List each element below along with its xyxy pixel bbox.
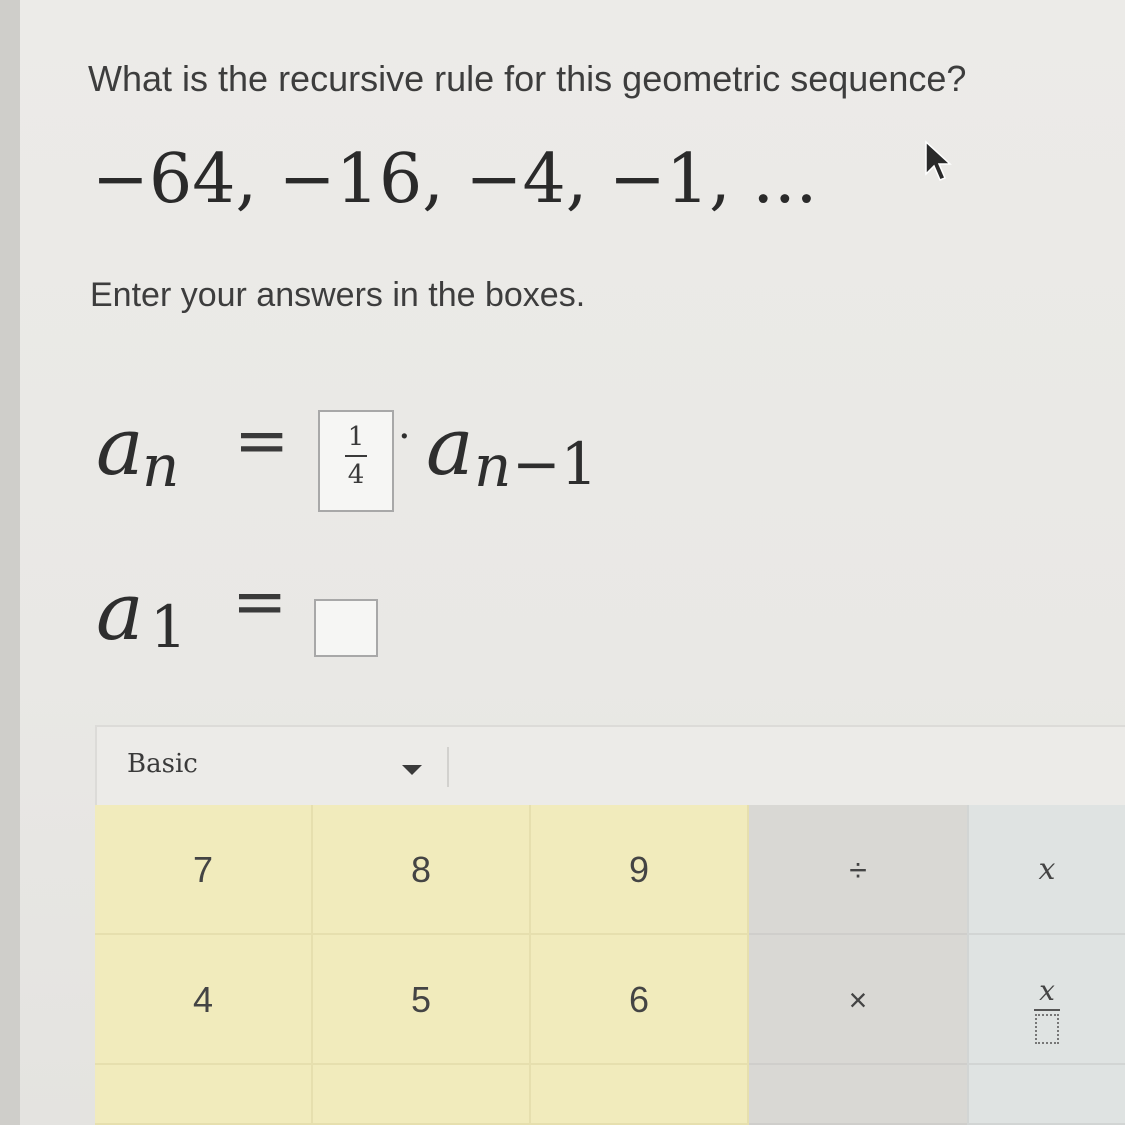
fraction-numerator-x: x (1039, 974, 1055, 1007)
key-6[interactable] (531, 935, 749, 1065)
lhs-variable: a (96, 565, 144, 658)
key-label: 8 (410, 849, 432, 890)
math-keypad (95, 725, 1125, 1125)
first-term-input[interactable] (314, 599, 378, 657)
key-label: 5 (410, 979, 432, 1020)
equals-sign: = (234, 402, 290, 479)
rhs-variable: a (426, 400, 474, 493)
key-row3-col4[interactable] (749, 1065, 967, 1125)
multiply-icon: × (848, 982, 868, 1018)
key-4[interactable] (95, 935, 313, 1065)
fraction-bar (345, 455, 367, 457)
key-variable-x[interactable] (967, 805, 1125, 935)
key-label: x (1038, 852, 1056, 887)
divide-icon: ÷ (849, 852, 867, 888)
ratio-denominator: 4 (347, 460, 365, 490)
lhs-subscript: n (142, 432, 180, 500)
chevron-down-icon[interactable] (402, 765, 422, 775)
rhs-subscript-minus-one: −1 (512, 430, 598, 498)
key-label: 4 (192, 979, 214, 1020)
sequence-expression: −64, −16, −4, −1, ... (92, 140, 818, 219)
ratio-fraction (320, 422, 392, 490)
key-row3-col2[interactable] (313, 1065, 531, 1125)
key-divide[interactable] (749, 805, 967, 935)
lhs-variable: a (96, 400, 144, 493)
equals-sign: = (232, 563, 288, 640)
key-row3-col3[interactable] (531, 1065, 749, 1125)
screen-edge (0, 0, 20, 1125)
key-label: 9 (628, 849, 650, 890)
fraction-placeholder-box (1035, 1014, 1059, 1044)
key-row3-col5[interactable] (967, 1065, 1125, 1125)
key-9[interactable] (531, 805, 749, 935)
key-5[interactable] (313, 935, 531, 1065)
key-label: 6 (628, 979, 650, 1020)
rhs-subscript-n: n (474, 432, 512, 500)
instructions-text: Enter your answers in the boxes. (90, 276, 586, 314)
ratio-numerator: 1 (347, 422, 365, 452)
key-multiply[interactable] (749, 935, 967, 1065)
lhs-subscript: 1 (150, 593, 187, 661)
fraction-icon (1034, 1009, 1060, 1011)
keypad-mode-label[interactable]: Basic (127, 749, 198, 779)
multiply-dot: · (398, 414, 411, 460)
question-text: What is the recursive rule for this geometric sequence? (88, 58, 967, 99)
mouse-pointer-icon (922, 140, 952, 186)
key-7[interactable] (95, 805, 313, 935)
key-8[interactable] (313, 805, 531, 935)
key-row3-col1[interactable] (95, 1065, 313, 1125)
recursive-rule-equation (96, 400, 656, 520)
keypad-header (95, 725, 1125, 805)
key-fraction[interactable] (967, 935, 1125, 1065)
key-label: 7 (192, 849, 214, 890)
first-term-equation (96, 565, 396, 675)
common-ratio-input[interactable] (318, 410, 394, 512)
header-divider (447, 747, 449, 787)
